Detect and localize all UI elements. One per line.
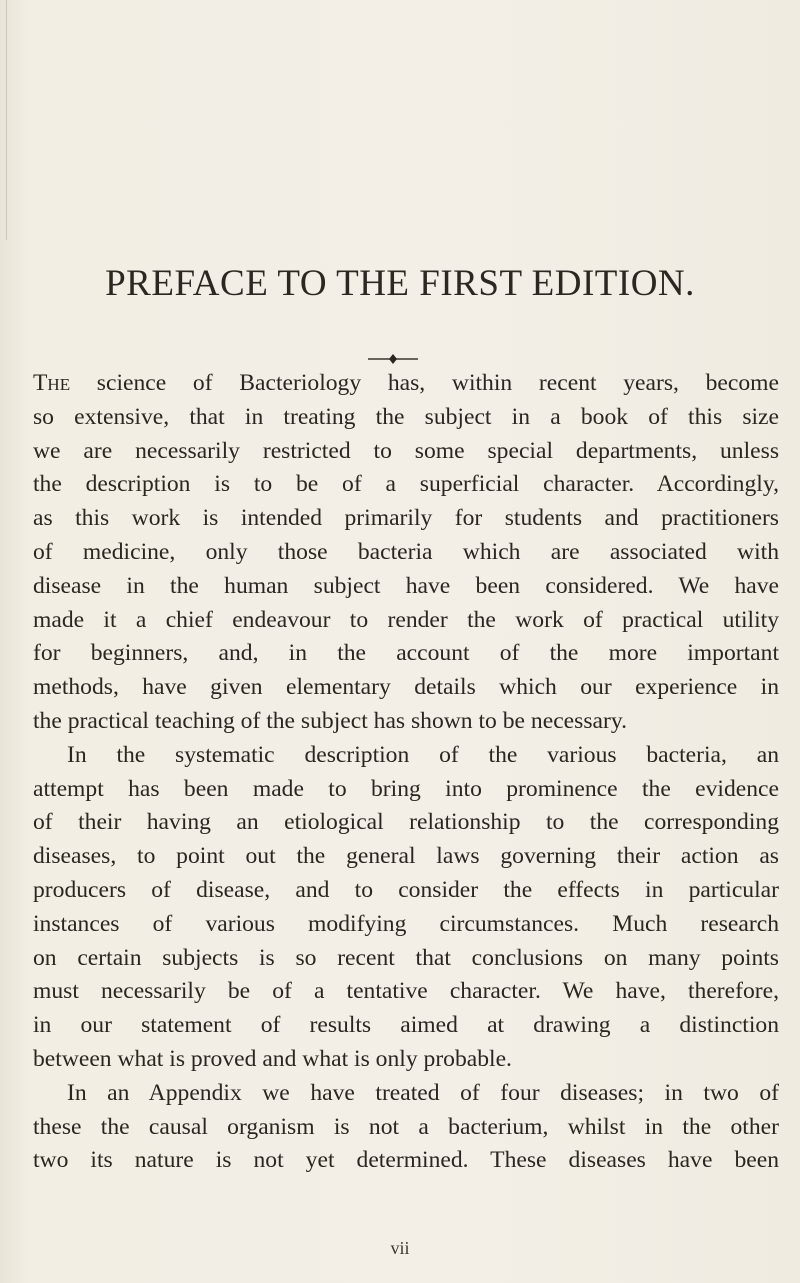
preface-body bbox=[33, 367, 779, 1178]
text-line: as this work is intended primarily for students and practitioners bbox=[33, 505, 779, 532]
text-line: we are necessarily restricted to some special departments, unless bbox=[33, 437, 779, 464]
text-line: so extensive, that in treating the subject in a book of this size bbox=[33, 403, 779, 430]
text-line: of their having an etiological relationship to the corresponding bbox=[33, 809, 779, 836]
text-line: methods, have given elementary details which our experience in bbox=[33, 674, 779, 701]
text-line: diseases, to point out the general laws governing their action as bbox=[33, 843, 779, 870]
paragraph-lead-word: The bbox=[33, 370, 71, 396]
text-line: instances of various modifying circumstances. Much research bbox=[33, 910, 779, 937]
text-line: in our statement of results aimed at drawing a distinction bbox=[33, 1012, 779, 1039]
divider-ornament bbox=[368, 353, 418, 365]
page-gutter-shadow bbox=[6, 0, 7, 240]
text-line: made it a chief endeavour to render the work of practical utility bbox=[33, 606, 779, 633]
paragraph-3 bbox=[33, 1077, 779, 1178]
paragraph-1 bbox=[33, 367, 779, 739]
text-line: of medicine, only those bacteria which are associated with bbox=[33, 538, 779, 565]
text-line: In the systematic description of the various bacteria, an bbox=[67, 741, 779, 768]
text-line: for beginners, and, in the account of the more important bbox=[33, 640, 779, 667]
text-line: The science of Bacteriology has, within recent years, become bbox=[33, 370, 779, 396]
text-line: In an Appendix we have treated of four diseases; in two of bbox=[67, 1079, 779, 1106]
text-line: must necessarily be of a tentative character. We have, therefore, bbox=[33, 978, 779, 1005]
text-line: attempt has been made to bring into prominence the evidence bbox=[33, 775, 779, 802]
text-line: the practical teaching of the subject has shown to be necessary. bbox=[33, 707, 627, 734]
text-line: on certain subjects is so recent that conclusions on many points bbox=[33, 944, 779, 971]
text-line: producers of disease, and to consider the effects in particular bbox=[33, 876, 779, 903]
text-line: the description is to be of a superficial character. Accordingly, bbox=[33, 471, 779, 498]
paragraph-2 bbox=[33, 739, 779, 1077]
chapter-heading: PREFACE TO THE FIRST EDITION. bbox=[105, 263, 695, 304]
text-line: between what is proved and what is only probable. bbox=[33, 1045, 512, 1072]
text-line: disease in the human subject have been considered. We have bbox=[33, 572, 779, 599]
text-line: two its nature is not yet determined. These diseases have been bbox=[33, 1147, 779, 1174]
page-number: vii bbox=[390, 1238, 410, 1258]
text-line: these the causal organism is not a bacterium, whilst in the other bbox=[33, 1113, 779, 1140]
